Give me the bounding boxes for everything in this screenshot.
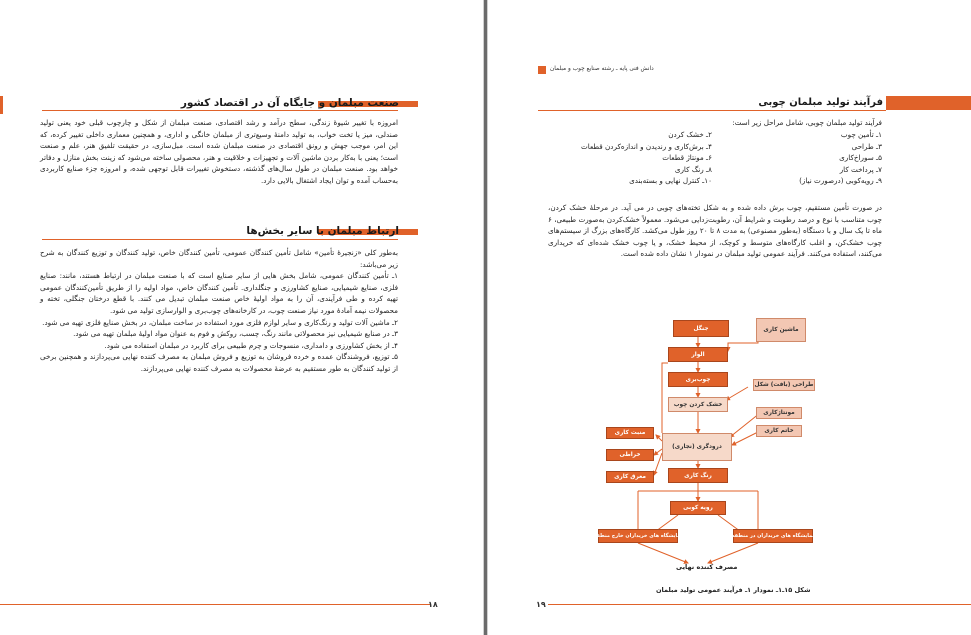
step-5: ۵ـ سوراخ‌کاری	[839, 153, 882, 162]
section-title: فرآیند تولید مبلمان چوبی	[758, 97, 883, 108]
flow-alvar: الوار	[668, 347, 728, 362]
intro-text: فرآیند تولید مبلمان چوبی، شامل مراحل زیر است:	[732, 118, 882, 127]
step-8: ۸ـ رنگ کاری	[674, 164, 712, 174]
step-4: ۴ـ برش‌کاری و رندیدن و اندازه‌کردن قطعات	[580, 141, 712, 151]
running-header-square	[538, 66, 546, 74]
section-title-bar	[886, 96, 971, 110]
step-2: ۲ـ خشک کردن	[668, 130, 712, 139]
flow-kharati: خراطی	[606, 449, 654, 461]
flow-jungle: جنگل	[673, 320, 729, 337]
section-title-rule	[538, 110, 886, 111]
section2-paragraph-4: ۳ـ در صنایع شیمیایی نیز محصولاتی مانند رنگ، چسب، روکش و فوم به عنوان مواد اولیهٔ مبلمان تهیه می شود.	[73, 329, 398, 339]
right-page	[487, 0, 971, 635]
step-6: ۶ـ مونتاژ قطعات	[662, 153, 712, 162]
step-3: ۳ـ طراحی	[851, 141, 882, 151]
left-edge-tab	[0, 96, 3, 114]
step-9: ۹ـ رویه‌کوبی (درصورت نیاز)	[799, 176, 882, 185]
section2-paragraph-1: به‌طور کلی «زنجیرهٔ تأمین» شامل تأمین کنندگان عمومی، تأمین کنندگان خاص، تولید کنندگان و توزیع کنندگان به شرح زیر می‌باشد:	[40, 248, 398, 269]
section1-title-rule	[42, 110, 398, 111]
flow-khoshk: خشک کردن چوب	[668, 397, 728, 412]
steps-list	[548, 129, 882, 189]
flow-rang-kari: رنگ کاری	[668, 468, 728, 483]
footer-rule-right	[548, 604, 971, 605]
section2-paragraph-2: ۱ـ تأمین کنندگان عمومی، شامل بخش هایی از سایر صنایع است که با صنعت مبلمان در ارتباط هستند، مانند: صنایع فلزی، صنایع شیمیایی، صنایع کشاورزی و جنگلداری. تأمین کنندگان خاص، مواد اولیه را از طریق تأمین‌کنندگان عمومی تهیه کرده و طی فرآیندی، آن را به مواد اولیهٔ خاص صنعت مبلمان تبدیل می کنند. با قطع درختان جنگلی، تخته و محصولات نیمه آمادهٔ مورد نیاز صنعت چوب، در کارخانه‌های چوب‌بری و الوارسازی تولید می شود.	[40, 271, 398, 315]
flow-mashin-kari: ماشین کاری	[756, 318, 806, 342]
step-1: ۱ـ تأمین چوب	[840, 130, 882, 139]
running-header: دانش فنی پایه ـ رشته صنایع چوب و مبلمان	[550, 66, 654, 72]
section1-text: امروزه با تغییر شیوهٔ زندگی، سطح درآمد و رشد اقتصادی، صنعت مبلمان از شکل و چارچوب قبلی خود یعنی تولید صندلی، میز یا تخت خواب، به تولید دامنهٔ وسیع‌تری از مبلمان خانگی و اداری، و همچنین معماری داخلی تغییر کرده، که این امر، موجب جهش و رونق اقتصادی در صنعت مبلمان شده است. مبل‌سازی، در حقیقت تلفیق هنر، علم و صنعت است؛ یعنی با به‌کار بردن ماشین آلات و تجهیزات و خلاقیت و هنر، محصولی ساخته می‌شود که زینت بخش منازل و دفاتر خواهد بود. صنعت مبلمان در طول سال‌های گذشته، دستخوش تغییرات قابل توجهی شده، و امروزه جزء صنایع کاربردی به‌حساب آمده و توان ایجاد اشتغال بالایی دارد.	[40, 118, 398, 185]
body-text: در صورت تأمین مستقیم، چوب برش داده شده و به شکل تخته‌های چوبی در می آید. در مرحلهٔ خشک کردن، چوب متناسب با نوع و درصد رطوبت و شرایط آن، رطوبت‌زدایی می‌شود. معمولاً خشک‌کردن به‌صورت طبیعی، ۶ ماه تا یک سال و با دستگاه (به‌طور مصنوعی) به مدت ۸ تا ۲۰ روز طول می‌کشد. کارگاه‌های بزرگ از سیستم‌های چوب خشک‌کن، و اغلب کارگاه‌های متوسط و کوچک، از محیط خشک، و یا چوب خشک شده‌ای که خریداری می‌کنند، استفاده می‌کنند. فرآیند عمومی تولید مبلمان در نمودار ۱ نشان داده شده است.	[548, 203, 883, 259]
section2-body	[40, 247, 398, 375]
section2-title: ارتباط مبلمان با سایر بخش‌ها	[246, 225, 399, 237]
flow-namayesh-out: نمایشگاه های خریداران خارج منطقه	[598, 529, 678, 543]
page-number-left: ۱۸	[428, 600, 438, 609]
section2-paragraph-3: ۲ـ ماشین آلات تولید و رنگ‌کاری و سایر لوازم فلزی مورد استفاده در ساخت مبلمان، در بخش صنایع فلزی تهیه می شود.	[42, 317, 398, 327]
section2-title-rule	[42, 239, 398, 240]
flow-nadjari: درودگری (نجاری)	[662, 433, 732, 461]
flow-choob-bori: چوب‌بری	[668, 372, 728, 387]
flow-roye-koobi: رویه کوبی	[670, 501, 726, 515]
flow-montaj: مونتاژکاری	[756, 407, 802, 419]
flow-namayesh-in: نمایشگاه های خریداران در منطقه	[733, 529, 813, 543]
left-page	[0, 0, 484, 635]
flow-tarahi: طراحی (بافت) شکل	[753, 379, 815, 391]
section2-paragraph-5: ۴ـ از بخش کشاورزی و دامداری، منسوجات و چرم طبیعی برای کاربرد در مبلمان استفاده می شود.	[104, 340, 398, 350]
page-number-right: ۱۹	[536, 600, 546, 609]
section1-title: صنعت مبلمان و جایگاه آن در اقتصاد کشور	[180, 97, 399, 109]
flow-monabat: منبت کاری	[606, 427, 654, 439]
flow-moarragh: معرق کاری	[606, 471, 654, 483]
flow-khatam: خاتم کاری	[756, 425, 802, 437]
footer-rule-left	[0, 604, 430, 605]
flowchart	[593, 315, 828, 580]
step-7: ۷ـ پرداخت کار	[839, 164, 882, 174]
step-10: ۱۰ـ کنترل نهایی و بسته‌بندی	[629, 176, 712, 185]
flow-masraf: مصرف کننده نهایی	[676, 563, 738, 571]
figure-caption: شکل ۱۵ـ۱ـ نمودار ۱ـ فرآیند عمومی تولید مبلمان	[656, 586, 811, 594]
section2-paragraph-6: ۵ـ توزیع، فروشندگان عمده و خرده فروشان به توزیع و فروش مبلمان به مصرف کننده نهایی می‌پردازند و همچنین برخی از تولید کنندگان به طور مستقیم به عرضهٔ محصولات به مصرف کننده نهایی می‌پردازند.	[40, 352, 398, 373]
